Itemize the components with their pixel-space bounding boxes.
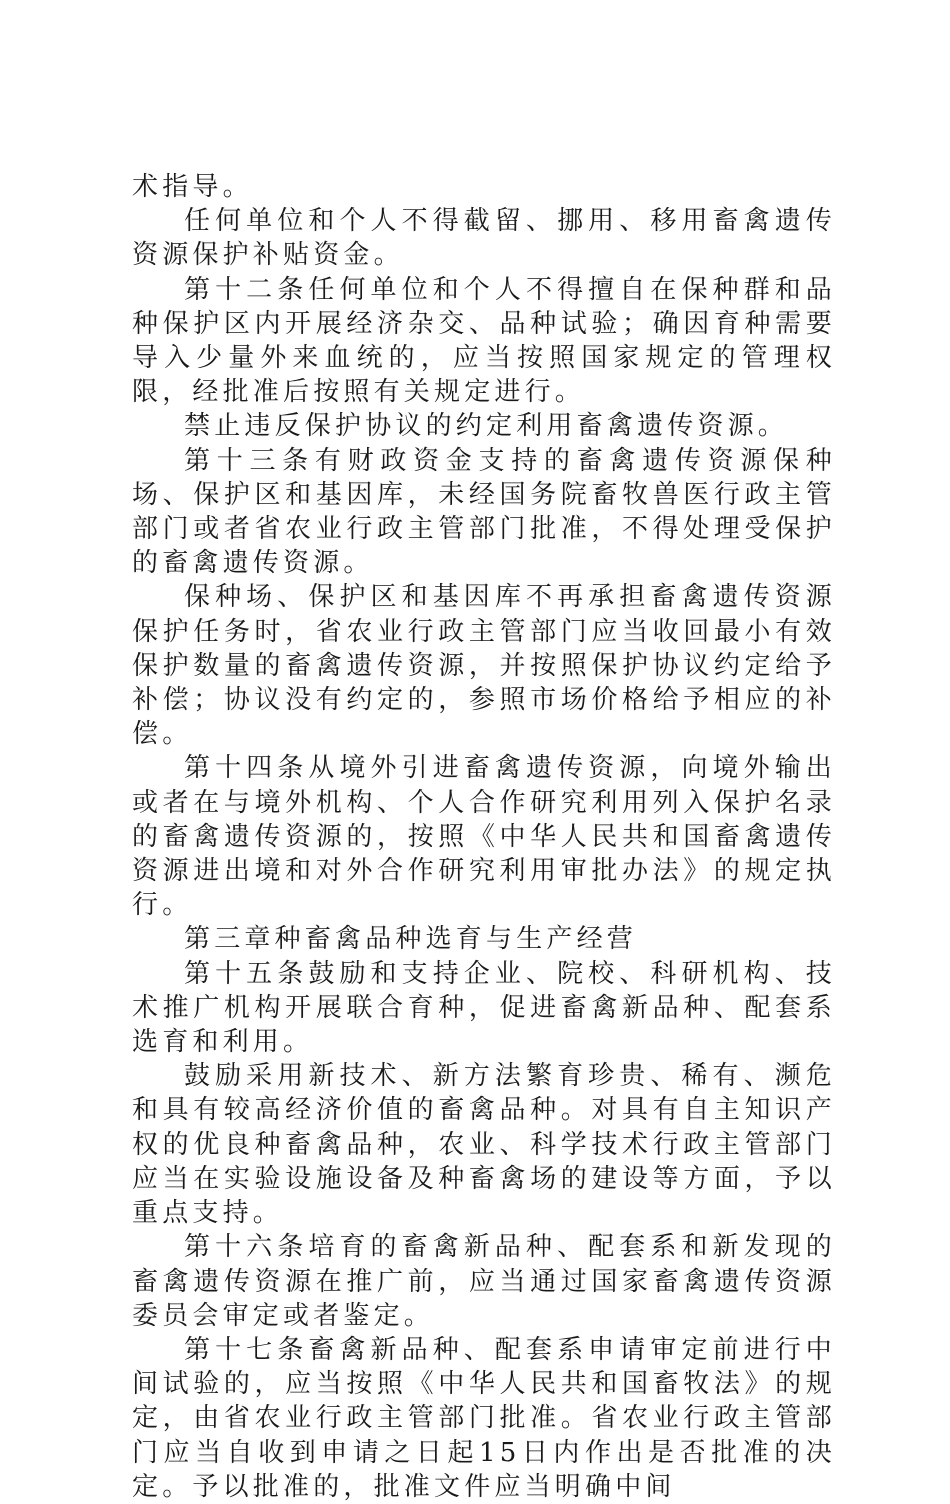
paragraph: 禁止违反保护协议的约定利用畜禽遗传资源。 bbox=[184, 411, 789, 442]
paragraph: 任何单位和个人不得截留、挪用、移用畜禽遗传资源保护补贴资金。 bbox=[132, 206, 836, 271]
chapter-heading: 第三章种畜禽品种选育与生产经营 bbox=[184, 924, 638, 955]
paragraph: 鼓励采用新技术、新方法繁育珍贵、稀有、濒危和具有较高经济价值的畜禽品种。对具有自主知识产权的优良种畜禽品种，农业、科学技术行政主管部门应当在实验设施设备及种畜禽场的建设等方面，予以重点支持。 bbox=[132, 1061, 836, 1229]
paragraph-article-12: 第十二条任何单位和个人不得擅自在保种群和品种保护区内开展经济杂交、品种试验；确因育种需要导入少量外来血统的，应当按照国家规定的管理权限，经批准后按照有关规定进行。 bbox=[132, 274, 836, 408]
paragraph-article-17: 第十七条畜禽新品种、配套系申请审定前进行中间试验的，应当按照《中华人民共和国畜牧法》的规定，由省农业行政主管部门批准。省农业行政主管部门应当自收到申请之日起15日内作出是否批准的决定。予以批准的，批准文件应当明确中间 bbox=[132, 1334, 836, 1502]
paragraph-article-15: 第十五条鼓励和支持企业、院校、科研机构、技术推广机构开展联合育种，促进畜禽新品种、配套系选育和利用。 bbox=[132, 958, 836, 1058]
document-body bbox=[132, 170, 836, 1504]
paragraph-article-13: 第十三条有财政资金支持的畜禽遗传资源保种场、保护区和基因库，未经国务院畜牧兽医行政主管部门或者省农业行政主管部门批准，不得处理受保护的畜禽遗传资源。 bbox=[132, 445, 836, 579]
paragraph-article-14: 第十四条从境外引进畜禽遗传资源，向境外输出或者在与境外机构、个人合作研究利用列入保护名录的畜禽遗传资源的，按照《中华人民共和国畜禽遗传资源进出境和对外合作研究利用审批办法》的规定执行。 bbox=[132, 753, 836, 921]
paragraph-article-16: 第十六条培育的畜禽新品种、配套系和新发现的畜禽遗传资源在推广前，应当通过国家畜禽遗传资源委员会审定或者鉴定。 bbox=[132, 1232, 836, 1331]
paragraph: 保种场、保护区和基因库不再承担畜禽遗传资源保护任务时，省农业行政主管部门应当收回最小有效保护数量的畜禽遗传资源，并按照保护协议约定给予补偿；协议没有约定的，参照市场价格给予相应的补偿。 bbox=[132, 582, 836, 750]
paragraph-continuation: 术指导。 bbox=[132, 172, 253, 202]
